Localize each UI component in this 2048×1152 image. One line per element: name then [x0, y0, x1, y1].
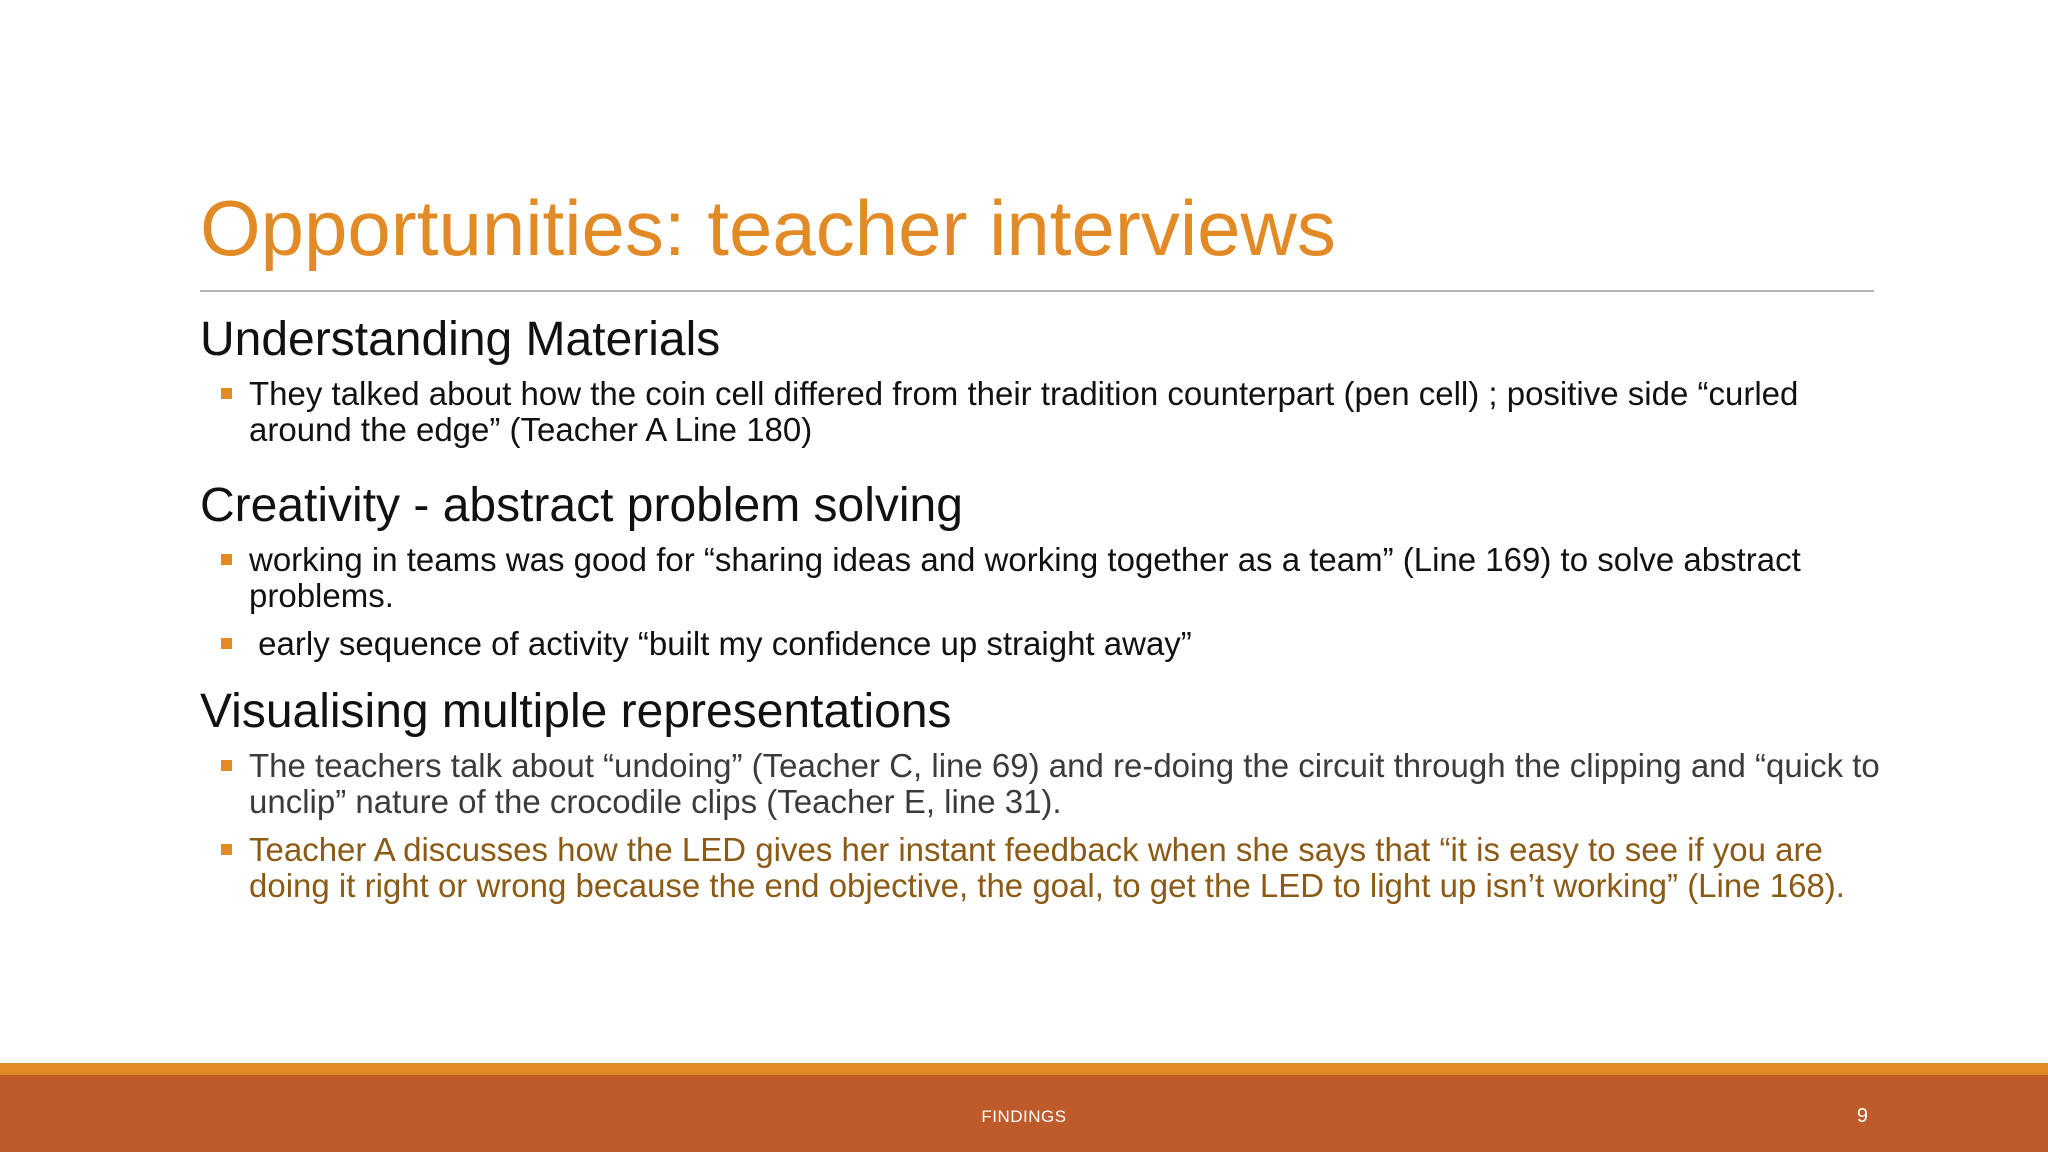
section-heading: Visualising multiple representations	[200, 685, 952, 738]
bullet-text: They talked about how the coin cell differed from their tradition counterpart (pen cell) ; positive side “curled around the edge” (Teacher A Line 180)	[249, 375, 1799, 448]
square-bullet-icon	[221, 638, 232, 649]
square-bullet-icon	[221, 388, 232, 399]
section-understanding-materials	[200, 304, 1900, 448]
section-creativity	[200, 470, 1900, 662]
bullet-item	[200, 542, 1900, 614]
bullet-list	[200, 376, 1900, 448]
bullet-item	[200, 832, 1900, 904]
section-heading: Understanding Materials	[200, 313, 721, 366]
square-bullet-icon	[221, 554, 232, 565]
title-divider	[200, 290, 1874, 292]
bullet-item	[200, 748, 1900, 820]
footer-label: FINDINGS	[981, 1107, 1067, 1126]
page-number: 9	[1856, 1105, 1868, 1127]
square-bullet-icon	[221, 760, 232, 771]
bullet-text: early sequence of activity “built my confidence up straight away”	[249, 625, 1192, 662]
slide-title: Opportunities: teacher interviews	[200, 184, 1336, 272]
bullet-list	[200, 542, 1900, 662]
bullet-item	[200, 376, 1900, 448]
section-visualising	[200, 676, 1900, 904]
slide-content	[200, 304, 1900, 916]
bullet-text: working in teams was good for “sharing ideas and working together as a team” (Line 169) to solve abstract problems.	[249, 541, 1801, 614]
section-heading: Creativity - abstract problem solving	[200, 479, 963, 532]
footer-accent-stripe	[0, 1063, 2048, 1075]
bullet-text: Teacher A discusses how the LED gives her instant feedback when she says that “it is easy to see if you are doing it right or wrong because the end objective, the goal, to get the LED to light up isn’t working” (Line 168).	[249, 831, 1845, 904]
square-bullet-icon	[221, 844, 232, 855]
bullet-text: The teachers talk about “undoing” (Teacher C, line 69) and re-doing the circuit through the clipping and “quick to unclip” nature of the crocodile clips (Teacher E, line 31).	[249, 747, 1880, 820]
bullet-item	[200, 626, 1900, 662]
bullet-list	[200, 748, 1900, 904]
footer-bar	[0, 1075, 2048, 1152]
